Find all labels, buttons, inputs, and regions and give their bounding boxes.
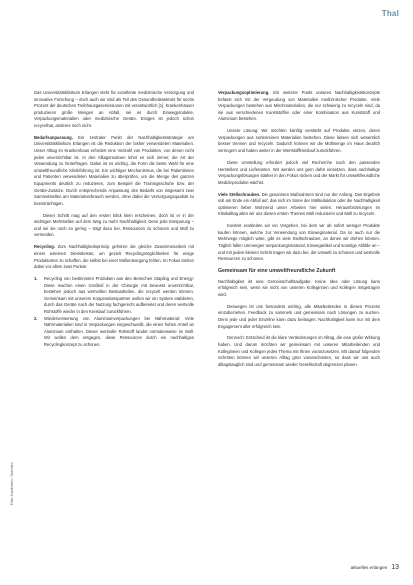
recycling-paragraph (34, 244, 194, 270)
bedarfsanpassung-heading: Bedarfsanpassung. (34, 134, 73, 140)
bedarfsanpassung-body: Ein zentraler Punkt der Nachhaltigkeitsstrategie am Universitätsklinikum Erlangen ist die Reduktion der bisher verwendeten Materialien. Unser Alltag im Krankenhaus erfordert eine Vielzahl von Produkten, von denen nicht jedes unverzichtbar ist. In den Alltagsroutinen lohnt es sich immer, die Art der Verwendung zu hinterfragen. Dabei ist es wichtig, die Form die beste Wahl für eine umweltfreundliche Klinikführung ist. Ein wichtiger Mechanismus, die bei Patientinnen und Patienten verwendeten Materialien zu überprüfen, um die Menge des ganzen Equipments deutlich zu reduzieren, zum Beispiel die Trainingsschuhe bzw. der Geräte-Zusätze. Durch entsprechende Anpassung des Bedarfs von insgesamt zwei Sammelstellen am Materialverbrauch werden, ohne dabei die Versorgungsqualität zu beeinträchtigen. (34, 134, 194, 206)
section-header: Thal (381, 9, 399, 18)
verpackung-body: Ein weiterer Punkt unseres Nachhaltigkeitskonzepts befasst sich mit der Vergeudung von Materialien medizinischer Produkte. Viele Verpackungen bestehen aus Mischmaterialien, die nur schwierig zu recyceln sind, da sie aus verschiedenen Kunststoffen oder einer Kombination aus Kunststoff und Aluminium bestehen. (218, 90, 380, 122)
section-subheading: Gemeinsam für eine umweltfreundliche Zukunft (218, 268, 336, 275)
verpackung-paragraph (218, 90, 380, 123)
bedarfsanpassung-paragraph (34, 135, 194, 208)
intro-paragraph: Das Universitätsklinikum Erlangen steht für exzellente medizinische Versorgung und innovative Forschung – doch auch wir sind als Teil des Gesundheitssektors für sechs Prozent der deutschen Treibhausgasemissionen mit verantwortlich [1]. Krankenhäuser produzieren große Mengen an Abfall, sei es durch Einwegprodukte, Verpackungsmaterialien oder medizinische Geräte. Einiges ist jedoch schon recycelbar, anderes noch nicht. (34, 90, 194, 128)
photo-credit: Foto: Kaufmann / Skenderi (10, 462, 14, 505)
small-step-paragraph: Dieser Schritt mag auf den ersten Blick klein erscheinen, doch ist er in der wichtigen Mehrstellen auf dem Weg zu mehr Nachhaltigkeit. Denn jede Einsparung – und sei sie noch so gering – trägt dazu bei, Ressourcen zu schonen und Müll zu vermeiden. (34, 212, 194, 238)
list-text: Wiederverwertung von Aluminiumverpackungen bei Nährmaterial: Viele Nährmaterialien sind in Verpackungen eingeschweißt, die einen hohen Anteil an Aluminium enthalten. Dieser wertvolle Rohstoff landet normalerweise im Müll. Wir wollen dem entgegen, diese Ressourcen durch ein nachhaltiges Recyclingkonzept zu schonen. (44, 315, 194, 347)
stellschrauben-body: Die genannten Maßnahmen sind nur der Anfang. Das Ergebnis soll am Ende ein Abfall auf, das sich im Sinne der Müllreduktion oder die Nachhaltigkeit optimieren lieber Wohnend unser Arbeiten hier vielen. Herausforderungen im Klinikalltag allen wir uns diesen ersten Themen Müll reduzieren und Müll zu recyceln. (218, 191, 380, 217)
recycling-body: Zum Nachhaltigkeitsprinzip gehören die gleiche Zusammenarbeit mit einem externen Dienstleister, um gezielt Recyclingmöglichkeiten für einige Produktarten zu schaffen, die selbst bei einer Müllentsorgung fehlen. Im Fokus stehen dabei vor allem zwei Punkte: (34, 244, 194, 270)
list-item (34, 276, 194, 316)
footer-brand: aktuelles erlangen (350, 565, 388, 570)
research-paragraph: Diese Umstellung erfordert jedoch viel Recherche nach den passenden Herstellern und Lieferanten. Wir werden uns gern dafür einsetzen, dass nachhaltige Verpackungslösungen stärker in den Fokus rücken und der Markt für umweltfreundliche Medizinprodukte wächst. (218, 159, 381, 185)
right-column (218, 90, 380, 374)
community-paragraph: Nachhaltigkeit ist eine Gemeinschaftsaufgabe. Keine Idee oder Lösung kann erfolgreich sein, wenn sie nicht von unseren Kolleginnen und Kollegen mitgetragen wird. (218, 278, 380, 297)
stellschrauben-paragraph (218, 192, 380, 218)
recycling-heading: Recycling. (34, 244, 55, 250)
stellschrauben-heading: Viele Stellschrauben. (218, 191, 261, 197)
list-text: Recycling von bestimmten Produkten aus den Bereichen Stapling und Energy: Diese machen einen Großteil in der Chirurgie mit bewusst unverzichtbar, bestehen jedoch aus wertvollen Bestandteilen, die recycelt werden können. Gemeinsam mit unserem Kooperationspartner wollen wir ein System etablieren, durch das Geräte nach der Nutzung fachgerecht aufbereitet und deren wertvolle Rohstoffe wieder in den Kreislauf zurückführen. (44, 276, 194, 314)
concrete-paragraph: Konkret erarbeiten wir ein Vorgehen, bei dem wir ab sofort weniger Produkte kaufen können, welche zur Verwendung von Einwegmaterial. Da so auch nur die Mehrwege möglich wäre, gibt es viele Stellschrauben, an denen wir drehen können. Täglich fallen Unmengen Verpackungsmaterial, Einwegartikel und sonstige Abfälle an – und mit jedem kleinen Schritt tragen wir dazu bei, die Umwelt zu schonen und wertvolle Ressourcen zu schonen. (218, 223, 380, 262)
page-number: 13 (391, 564, 399, 571)
list-number: 2. (34, 315, 38, 321)
left-column (34, 90, 194, 354)
list-number: 1. (34, 276, 38, 282)
closing-paragraph: Dennoch: Entscheid ist die klare Veränderungen im Alltag, die eine große Wirkung haben. Und darum möchten wir gemeinsam mit unseren Mitarbeitenden und Kolleginnen und Kollegen jedes Thema mit Ihnen voranzusetzen. Mit darauf folgenden Schritten können wir unseren Alltag grün voranschreiten, so dass wir uns auch alltagstauglich sind und gemeinsam wieder Gesellschaft abgrenzen planen. (218, 335, 380, 367)
page-footer (351, 564, 399, 571)
list-item (34, 316, 194, 349)
involvement-paragraph: Deswegen ist uns besonders wichtig, alle Mitarbeitenden in diesen Prozess einzubeziehen. Feedback zu sammeln und gemeinsam nach Lösungen zu suchen. Denn jede und jeder Einzelne kann dazu beitragen: Nachhaltigkeit kann nur mit dem Engagement aller erfolgreich sein. (218, 303, 380, 329)
recycling-list (34, 276, 194, 349)
solution-paragraph: Unsere Lösung: Wir möchten künftig verstärkt auf Produkte setzen, deren Verpackungen aus sortenreinen Materialien bestehen. Diese lassen sich wesentlich besser trennen und recyceln. Dadurch können wir die Müllmenge im Haus deutlich verringern und haben weiter in der Wertstoffkreislauf zurückführen. (218, 128, 380, 154)
verpackung-heading: Verpackungsoptimierung. (218, 90, 270, 95)
